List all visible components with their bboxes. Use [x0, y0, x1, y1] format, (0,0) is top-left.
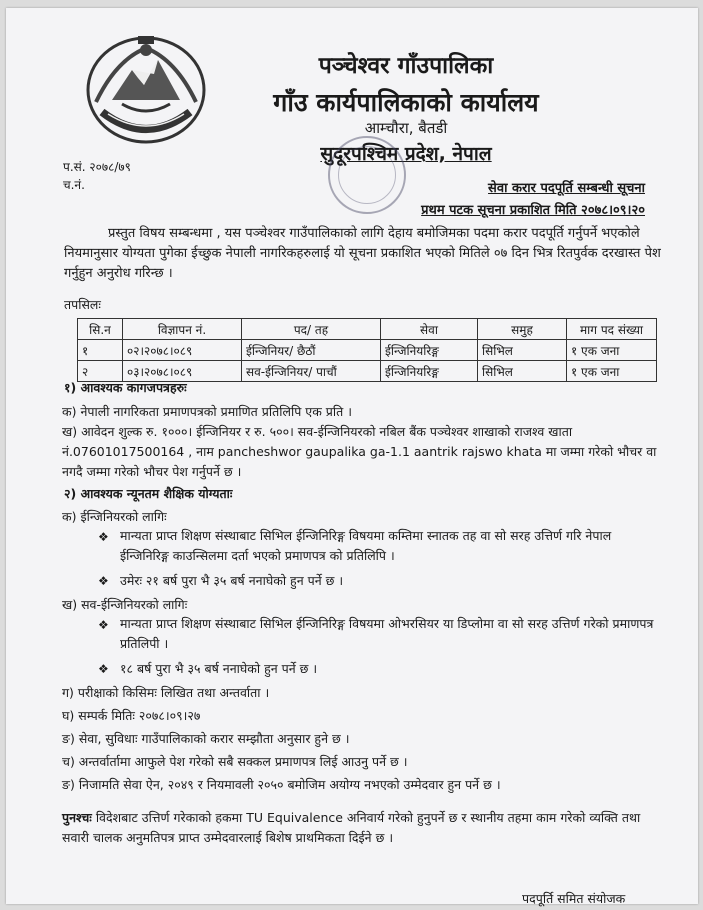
- notice-document: [6, 8, 698, 904]
- docs-heading: १) आवश्यक कागजपत्रहरुः: [64, 380, 187, 395]
- office-title: गाँउ कार्यपालिकाको कार्यालय: [273, 88, 539, 117]
- service-facility: ङ) सेवा, सुविधाः गाउँपालिकाको करार सम्झौता अनुसार हुने छ ।: [62, 731, 350, 746]
- nepal-emblem-icon: [82, 30, 210, 148]
- dispatch-number: च.नं.: [63, 178, 85, 192]
- details-label: तपसिलः: [64, 297, 101, 312]
- col-demand: माग पद संख्या: [567, 319, 657, 340]
- docs-item-ka: क) नेपाली नागरिकता प्रमाणपत्रको प्रमाणित प्रतिलिपि एक प्रति ।: [62, 404, 352, 419]
- original-certificates: च) अन्तर्वार्तामा आफुले पेश गरेको सबै सक्कल प्रमाणपत्र लिई आउनु पर्ने छ ।: [62, 754, 408, 769]
- col-service: सेवा: [381, 319, 478, 340]
- cell-ad-no: ०३।२०७८।०८९: [123, 361, 242, 382]
- cell-sn: १: [78, 340, 123, 361]
- qualification-heading: २) आवश्यक न्यूनतम शैक्षिक योग्यताः: [64, 486, 233, 501]
- cell-ad-no: ०२।२०७८।०८९: [123, 340, 242, 361]
- docs-item-kha: ख) आवेदन शुल्क रु. १०००। ईन्जिनियर र रु. ५००। सव-ईन्जिनियरको नबिल बैंक पञ्चेश्वर शाखाको राजश्व खाता नं.07601017500164 , नाम pancheshwor gaupalika ga-1.1 aantrik rajswo khata मा जम्मा गरेको भौचर वा नगदै जम्मा गरेको भौचर पेश गर्नुपर्ने छ ।: [62, 424, 657, 479]
- sub-engineer-bullet-2: १८ बर्ष पुरा भै ३५ बर्ष ननाघेको हुन पर्ने छ ।: [120, 661, 318, 676]
- office-province: सुदूरपश्चिम प्रदेश, नेपाल: [320, 143, 492, 165]
- bullet-icon: ❖: [98, 662, 109, 676]
- postscript-text: विदेशबाट उत्तिर्ण गरेकाको हकमा TU Equivalence अनिवार्य गरेको हुनुपर्ने छ र स्थानीय तहमा काम गरेको व्यक्ति तथा सवारी चालक अनुमतिपत्र प्राप्त उम्मेदवारलाई बिशेष प्राथमिकता दिईने छ ।: [62, 810, 641, 845]
- intro-paragraph: प्रस्तुत विषय सम्बन्धमा , यस पञ्चेश्वर गाउँपालिकाको लागि देहाय बमोजिमका पदमा करार पदपूर्ति गर्नुपर्ने भएकोले नियमानुसार योग्यता पुगेका ईच्छुक नेपाली नागरिकहरुलाई यो सूचना प्रकाशित भएको मितिले ०७ दिन भित्र रितपुर्वक दरखास्त पेश गर्नुहुन अनुरोध गरिन्छ ।: [64, 226, 661, 281]
- col-group: समुह: [478, 319, 567, 340]
- cell-service: ईन्जिनियरिङ्ग: [381, 340, 478, 361]
- postscript-label: पुनश्चः: [62, 810, 92, 825]
- sub-engineer-bullet-1: मान्यता प्राप्त शिक्षण संस्थाबाट सिभिल ईन्जिनिरिङ्ग विषयमा ओभरसियर या डिप्लोमा वा सो सरह उत्तिर्ण गरेको प्रमाणपत्र प्रतिलिपी ।: [120, 616, 654, 651]
- sub-engineer-label: ख) सव-ईन्जिनियरको लागिः: [62, 597, 188, 612]
- cell-post: सव-ईन्जिनियर/ पाचौं: [242, 361, 381, 382]
- bullet-icon: ❖: [98, 574, 109, 588]
- bullet-icon: ❖: [98, 530, 109, 544]
- cell-group: सिभिल: [478, 340, 567, 361]
- contact-date: घ) सम्पर्क मितिः २०७८।०९।२७: [62, 708, 201, 723]
- vacancy-table: [77, 318, 657, 382]
- bullet-icon: ❖: [98, 618, 109, 632]
- cell-demand: १ एक जना: [567, 361, 657, 382]
- ref-number: प.सं. २०७८/७९: [63, 160, 131, 174]
- office-stamp: [328, 136, 406, 214]
- office-address: आम्चौरा, बैतडी: [364, 119, 448, 137]
- table-row: [78, 340, 657, 361]
- cell-post: ईन्जिनियर/ छैठौं: [242, 340, 381, 361]
- engineer-bullet-1: मान्यता प्राप्त शिक्षण संस्थाबाट सिभिल ईन्जिनिरिङ्ग विषयमा कम्तिमा स्नातक तह वा सो सरह उत्तिर्ण गरि नेपाल ईन्जिनिरिङ्ग काउन्सिलमा दर्ता भएको प्रमाणपत्र को प्रतिलिपि ।: [120, 528, 612, 563]
- col-sn: सि.न: [78, 319, 123, 340]
- signature-title: पदपूर्ति समित संयोजक: [522, 891, 626, 906]
- cell-demand: १ एक जना: [567, 340, 657, 361]
- exam-type: ग) परीक्षाको किसिमः लिखित तथा अन्तर्वाता ।: [62, 685, 270, 700]
- col-ad-no: विज्ञापन नं.: [123, 319, 242, 340]
- civil-service-act: ङ) निजामति सेवा ऐन, २०४९ र नियमावली २०५० बमोजिम अयोग्य नभएको उम्मेदवार हुन पर्ने छ ।: [62, 777, 501, 792]
- cell-service: ईन्जिनियरिङ्ग: [381, 361, 478, 382]
- col-post: पद/ तह: [242, 319, 381, 340]
- notice-subject: सेवा करार पदपूर्ति सम्बन्धी सूचना: [488, 181, 645, 196]
- publish-date: प्रथम पटक सूचना प्रकाशित मिति २०७८।०९।२०: [421, 203, 645, 218]
- engineer-label: क) ईन्जिनियरको लागिः: [62, 509, 167, 524]
- engineer-bullet-2: उमेरः २१ बर्ष पुरा भै ३५ बर्ष ननाघेको हुन पर्ने छ ।: [120, 573, 344, 588]
- postscript: [62, 808, 662, 848]
- cell-sn: २: [78, 361, 123, 382]
- office-name: पञ्चेश्वर गाँउपालिका: [318, 53, 494, 79]
- cell-group: सिभिल: [478, 361, 567, 382]
- table-header-row: [78, 319, 657, 340]
